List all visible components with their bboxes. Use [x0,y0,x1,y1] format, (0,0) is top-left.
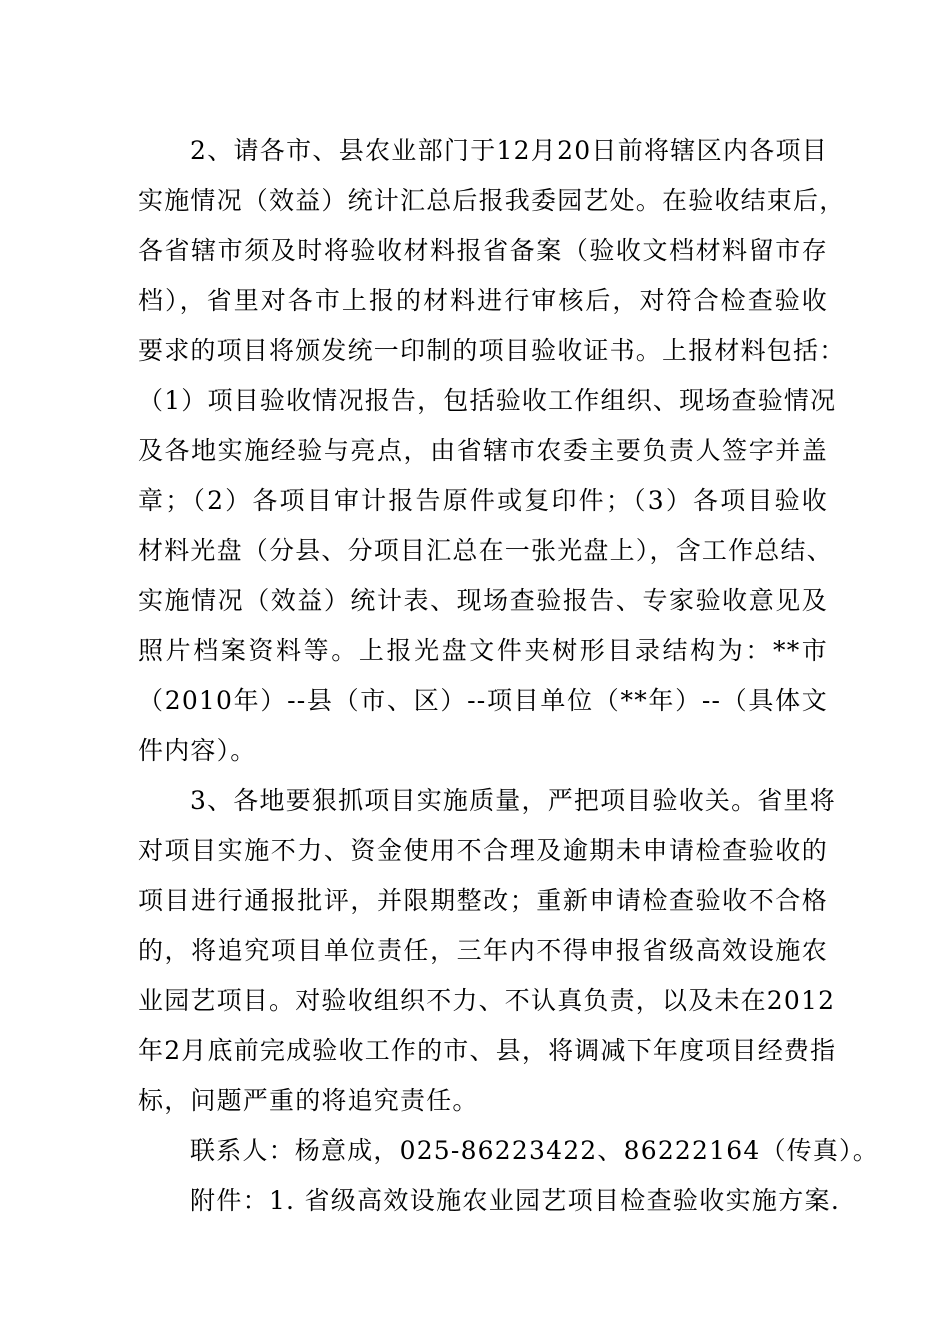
paragraph-2-line-5: 要求的项目将颁发统一印制的项目验收证书。上报材料包括： [138,336,846,365]
paragraph-2-line-1: 2、请各市、县农业部门于12月20日前将辖区内各项目 [190,136,828,165]
paragraph-2-line-11: 照片档案资料等。上报光盘文件夹树形目录结构为：**市 [138,636,828,665]
paragraph-3-line-6: 年2月底前完成验收工作的市、县，将调减下年度项目经费指 [138,1036,837,1065]
paragraph-2-line-6: （1）项目验收情况报告，包括验收工作组织、现场查验情况 [138,386,837,415]
paragraph-3-line-1: 3、各地要狠抓项目实施质量，严把项目验收关。省里将 [190,786,836,815]
paragraph-3-line-5: 业园艺项目。对验收组织不力、不认真负责，以及未在2012 [138,986,836,1015]
paragraph-2-line-4: 档），省里对各市上报的材料进行审核后，对符合检查验收 [138,286,828,315]
paragraph-2-line-12: （2010年）--县（市、区）--项目单位（**年）--（具体文 [138,686,828,715]
paragraph-3-line-4: 的，将追究项目单位责任，三年内不得申报省级高效设施农 [138,936,828,965]
attachment-line: 附件：1. 省级高效设施农业园艺项目检查验收实施方案. [190,1186,840,1215]
paragraph-3-line-3: 项目进行通报批评，并限期整改；重新申请检查验收不合格 [138,886,828,915]
contact-line: 联系人：杨意成，025-86223422、86222164（传真）。 [190,1136,879,1165]
paragraph-2-line-10: 实施情况（效益）统计表、现场查验报告、专家验收意见及 [138,586,828,615]
paragraph-3-line-7: 标，问题严重的将追究责任。 [138,1086,479,1115]
paragraph-2-line-2: 实施情况（效益）统计汇总后报我委园艺处。在验收结束后， [138,186,846,215]
paragraph-2-line-3: 各省辖市须及时将验收材料报省备案（验收文档材料留市存 [138,236,828,265]
paragraph-3-line-2: 对项目实施不力、资金使用不合理及逾期未申请检查验收的 [138,836,828,865]
paragraph-2-line-7: 及各地实施经验与亮点，由省辖市农委主要负责人签字并盖 [138,436,828,465]
paragraph-2-line-9: 材料光盘（分县、分项目汇总在一张光盘上），含工作总结、 [138,536,833,565]
paragraph-2-line-8: 章；（2）各项目审计报告原件或复印件；（3）各项目验收 [138,486,828,515]
paragraph-2-line-13: 件内容）。 [138,736,257,765]
